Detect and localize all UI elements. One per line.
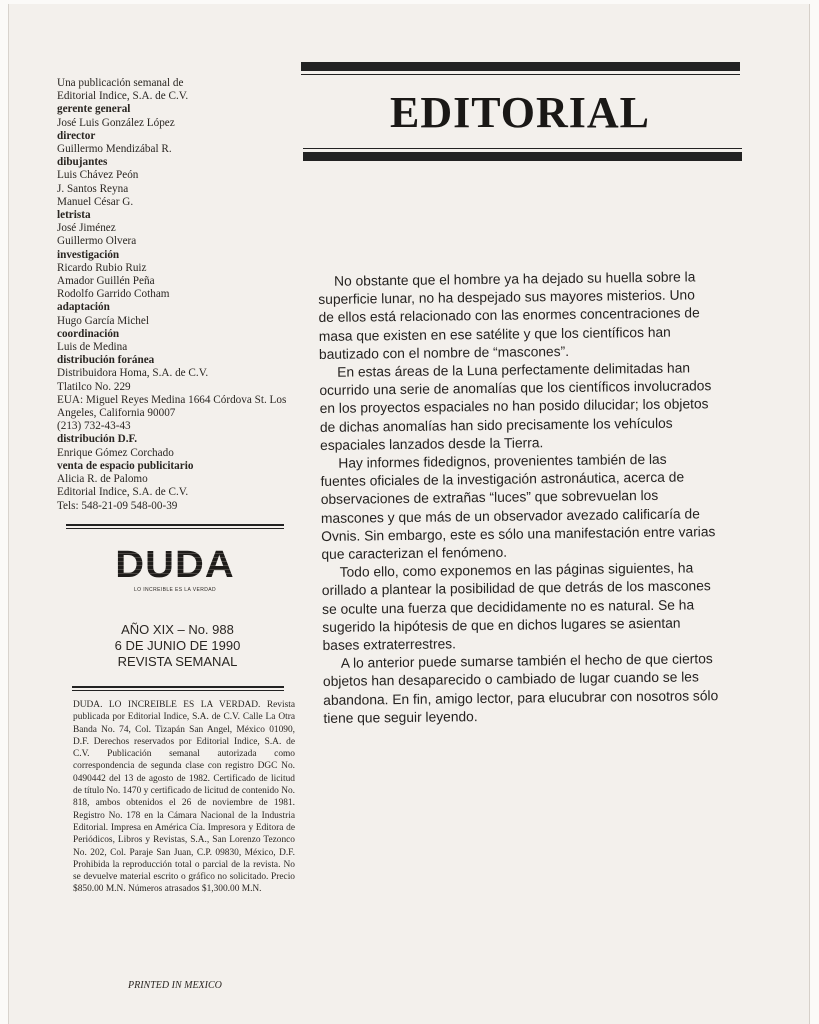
credit-name: Distribuidora Homa, S.A. de C.V. (57, 367, 209, 380)
credit-role: dibujantes (57, 156, 108, 169)
credit-role: distribución D.F. (57, 433, 138, 446)
title-rule-bottom-thin (303, 148, 742, 149)
title-rule-top (301, 62, 740, 71)
credit-role: adaptación (57, 301, 110, 314)
credit-name: Luis Chávez Peón (57, 169, 139, 182)
credits-list (57, 77, 287, 513)
credit-name: Una publicación semanal de (57, 77, 184, 89)
editorial-paragraph: Todo ello, como exponemos en las páginas siguientes, ha orillado a plantear la posibilidad de que detrás de los mascones se oculte una fuerza que decididamente no es natural. Se ha sugerido la hipótesis de que en dichos lugares se asientan bases extraterrestres. (321, 560, 711, 654)
credit-role: investigación (57, 248, 120, 261)
credits-divider (66, 524, 284, 529)
credit-name: Tlatilco No. 229 (57, 380, 131, 393)
credit-name: Enrique Gómez Corchado (57, 446, 174, 459)
credit-name: José Jiménez (57, 222, 116, 235)
logo-wordmark: DUDA (107, 545, 244, 585)
credit-role: letrista (57, 209, 91, 222)
credit-name: Tels: 548-21-09 548-00-39 (57, 499, 178, 512)
logo-tagline: LO INCREIBLE ES LA VERDAD (134, 587, 216, 593)
credit-name: Alicia R. de Palomo (57, 473, 148, 486)
credit-name: Amador Guillén Peña (57, 275, 155, 288)
printed-in: PRINTED IN MEXICO (128, 980, 222, 991)
issue-info (90, 622, 265, 670)
credit-name: Hugo García Michel (57, 314, 149, 327)
issue-date: 6 DE JUNIO DE 1990 (114, 638, 241, 653)
legal-divider (72, 686, 284, 691)
credit-role: distribución foránea (57, 354, 155, 367)
title-rule-bottom (303, 152, 742, 161)
editorial-paragraph: A lo anterior puede sumarse también el hecho de que ciertos objetos han desaparecido o cambiado de lugar cuando se les abandona. En fin, amigo lector, para elucubrar con nosotros sólo tiene que seguir leyendo. (322, 651, 719, 726)
credit-name: José Luis González López (57, 116, 175, 129)
issue-number: AÑO XIX – No. 988 (121, 622, 234, 637)
credit-role: coordinación (57, 327, 120, 340)
legal-notice: DUDA. LO INCREIBLE ES LA VERDAD. Revista publicada por Editorial Indice, S.A. de C.V. Calle La Otra Banda No. 74, Col. Tizapán San Angel, México 01090, D.F. Derechos reservados por Editorial Indice, S.A. de C.V. Publicación semanal autorizada como correspondencia de segunda clase con registro DGC No. 0490442 del 13 de agosto de 1982. Certificado de licitud de título No. 1470 y certificado de licitud de contenido No. 818, ambos obtenidos el 26 de noviembre de 1981. Registro No. 178 en la Cámara Nacional de la Industria Editorial. Impresa en América Cía. Impresora y Editora de Periódicos, Libros y Revistas, S.A., San Lorenzo Tezonco No. 202, Col. Paraje San Juan, C.P. 09830, México, D.F. Prohibida la reproducción total o parcial de la revista. No se devuelve material escrito o gráfico no solicitado. Precio $850.00 M.N. Números atrasados $1,300.00 M.N. (73, 700, 295, 895)
credit-name: Ricardo Rubio Ruiz (57, 261, 147, 274)
credits-column (57, 77, 287, 513)
credit-role: venta de espacio publicitario (57, 459, 194, 472)
credit-name: Guillermo Olvera (57, 235, 137, 248)
credit-name: Guillermo Mendizábal R. (57, 143, 172, 156)
credit-name: Rodolfo Garrido Cotham (57, 288, 170, 301)
credit-role: gerente general (57, 103, 131, 116)
editorial-paragraph: Hay informes fidedignos, provenientes también de las fuentes oficiales de la investigación astronáutica, acerca de observaciones de extrañas “luces” que sobrevuelan los mascones y que más de un observador avezado calificaría de Ovnis. Sin embargo, este es sólo una manifestación entre varias que caracterizan el fenómeno. (320, 451, 716, 563)
credit-name: Editorial Indice, S.A. de C.V. (57, 486, 189, 499)
issue-frequency: REVISTA SEMANAL (117, 654, 238, 669)
credit-name: Luis de Medina (57, 341, 128, 354)
editorial-paragraph: No obstante que el hombre ya ha dejado su huella sobre la superficie lunar, no ha despejado sus mayores misterios. Uno de ellos está relacionado con las enormes concentraciones de masa que existen en ese satélite y que los científicos han bautizado con el nombre de “mascones”. (318, 269, 700, 362)
editorial-title: EDITORIAL (389, 88, 651, 137)
credit-name: J. Santos Reyna (57, 182, 129, 195)
credit-name: (213) 732-43-43 (57, 420, 131, 433)
credit-name: Editorial Indice, S.A. de C.V. (57, 90, 189, 103)
duda-logo (110, 545, 240, 593)
editorial-body (318, 268, 719, 728)
title-rule-top-thin (301, 74, 740, 75)
editorial-paragraph: En estas áreas de la Luna perfectamente delimitadas han ocurrido una serie de anomalías que los científicos involucrados en los proyectos espaciales no han posido dilucidar; los objetos de dichas anomalías han sido precisamente los vehículos espaciales lanzados desde la Tierra. (319, 360, 712, 453)
credit-name: EUA: Miguel Reyes Medina 1664 Córdova St. Los Angeles, California 90007 (57, 393, 287, 420)
credit-name: Manuel César G. (57, 195, 134, 208)
credit-role: director (57, 129, 96, 142)
